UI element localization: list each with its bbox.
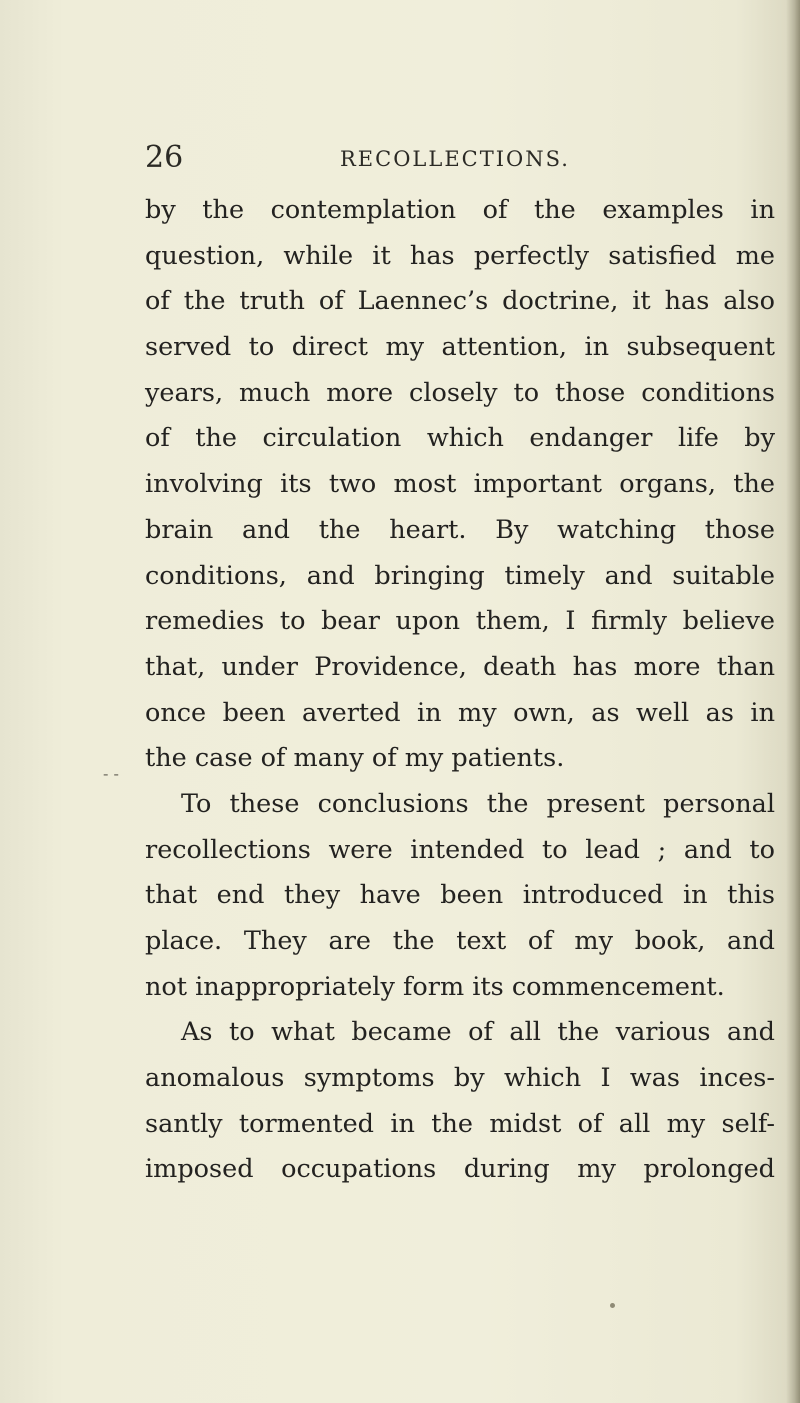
text-line: anomalous symptoms by which I was inces- (145, 1063, 775, 1094)
text-line: that, under Providence, death has more than (145, 651, 775, 682)
text-line: involving its two most important organs, the (145, 469, 775, 500)
text-line: served to direct my attention, in subsequent (145, 332, 775, 363)
text-line: of the circulation which endanger life by (145, 423, 775, 454)
running-head (145, 138, 605, 178)
text-line: santly tormented in the midst of all my self- (145, 1108, 775, 1139)
page-number: 26 (145, 140, 184, 175)
paragraph-2 (145, 782, 775, 1010)
text-line: conditions, and bringing timely and suitable (145, 560, 775, 591)
text-line: recollections were intended to lead ; and to (145, 834, 775, 865)
paragraph-3 (145, 1010, 775, 1193)
stray-dot (610, 1303, 615, 1308)
text-line: As to what became of all the various and (181, 1017, 775, 1048)
text-line: not inappropriately form its commencement. (145, 971, 725, 1002)
text-line: of the truth of Laennec’s doctrine, it has also (145, 286, 775, 317)
page-edge-shadow (786, 0, 800, 1403)
text-line: imposed occupations during my prolonged (145, 1154, 775, 1185)
text-line: To these conclusions the present personal (181, 788, 775, 819)
text-line: once been averted in my own, as well as in (145, 697, 775, 728)
text-line: question, while it has perfectly satisfied me (145, 240, 775, 271)
running-title: RECOLLECTIONS. (340, 147, 570, 171)
body-text (145, 188, 775, 1193)
text-line: that end they have been introduced in this (145, 880, 775, 911)
text-line: brain and the heart. By watching those (145, 514, 775, 545)
margin-mark: - - (103, 764, 119, 783)
text-line: remedies to bear upon them, I firmly believe (145, 606, 775, 637)
text-line: the case of many of my patients. (145, 743, 565, 774)
paragraph-1 (145, 188, 775, 782)
text-line: years, much more closely to those conditions (145, 377, 775, 408)
text-line: place. They are the text of my book, and (145, 926, 775, 956)
text-line: by the contemplation of the examples in (145, 195, 775, 225)
